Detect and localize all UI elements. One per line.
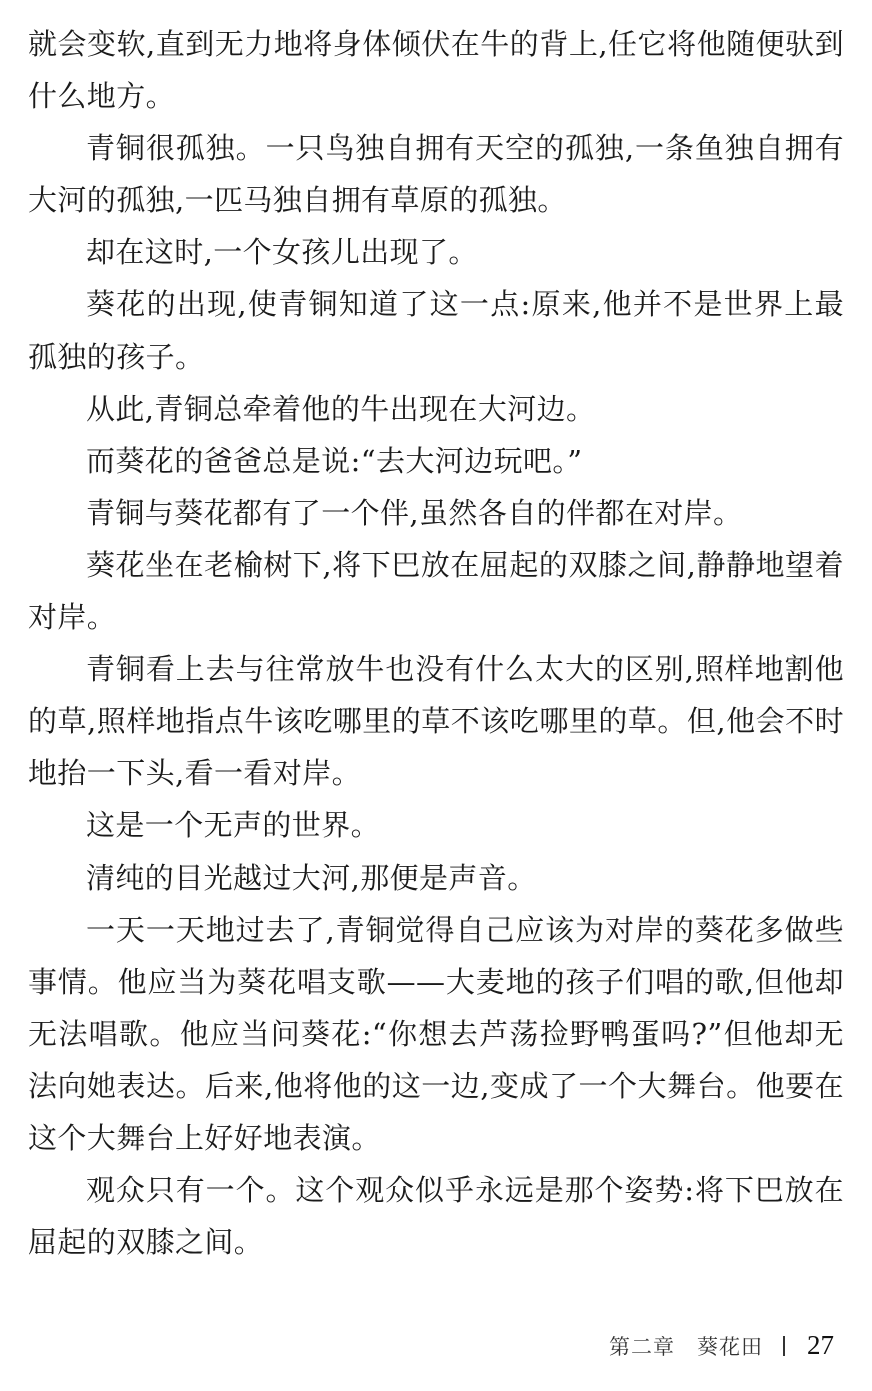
footer-divider bbox=[783, 1336, 785, 1356]
paragraph: 葵花的出现,使青铜知道了这一点:原来,他并不是世界上最孤独的孩子。 bbox=[28, 287, 844, 374]
paragraph: 青铜很孤独。一只鸟独自拥有天空的孤独,一条鱼独自拥有大河的孤独,一匹马独自拥有草原的孤独。 bbox=[28, 131, 844, 218]
paragraph: 青铜看上去与往常放牛也没有什么太大的区别,照样地割他的草,照样地指点牛该吃哪里的草不该吃哪里的草。但,他会不时地抬一下头,看一看对岸。 bbox=[28, 652, 844, 791]
paragraph: 观众只有一个。这个观众似乎永远是那个姿势:将下巴放在屈起的双膝之间。 bbox=[28, 1173, 844, 1260]
paragraph: 清纯的目光越过大河,那便是声音。 bbox=[86, 860, 537, 895]
page-number: 27 bbox=[807, 1330, 834, 1360]
section-title: 葵花田 bbox=[697, 1334, 763, 1359]
paragraph: 就会变软,直到无力地将身体倾伏在牛的背上,任它将他随便驮到什么地方。 bbox=[28, 27, 844, 114]
paragraph: 而葵花的爸爸总是说:“去大河边玩吧。” bbox=[86, 443, 583, 478]
page-footer bbox=[609, 1330, 834, 1361]
page-body bbox=[28, 18, 844, 1268]
paragraph: 这是一个无声的世界。 bbox=[86, 808, 381, 843]
paragraph: 青铜与葵花都有了一个伴,虽然各自的伴都在对岸。 bbox=[86, 495, 743, 530]
paragraph: 葵花坐在老榆树下,将下巴放在屈起的双膝之间,静静地望着对岸。 bbox=[28, 547, 844, 635]
paragraph: 却在这时,一个女孩儿出现了。 bbox=[86, 235, 478, 270]
paragraph: 一天一天地过去了,青铜觉得自己应该为对岸的葵花多做些事情。他应当为葵花唱支歌——大麦地的孩子们唱的歌,但他却无法唱歌。他应当问葵花:“你想去芦荡捡野鸭蛋吗?”但他却无法向她表达。后来,他将他的这一边,变成了一个大舞台。他要在这个大舞台上好好地表演。 bbox=[28, 912, 844, 1155]
chapter-label: 第二章 bbox=[609, 1334, 675, 1359]
paragraph: 从此,青铜总牵着他的牛出现在大河边。 bbox=[86, 391, 596, 426]
